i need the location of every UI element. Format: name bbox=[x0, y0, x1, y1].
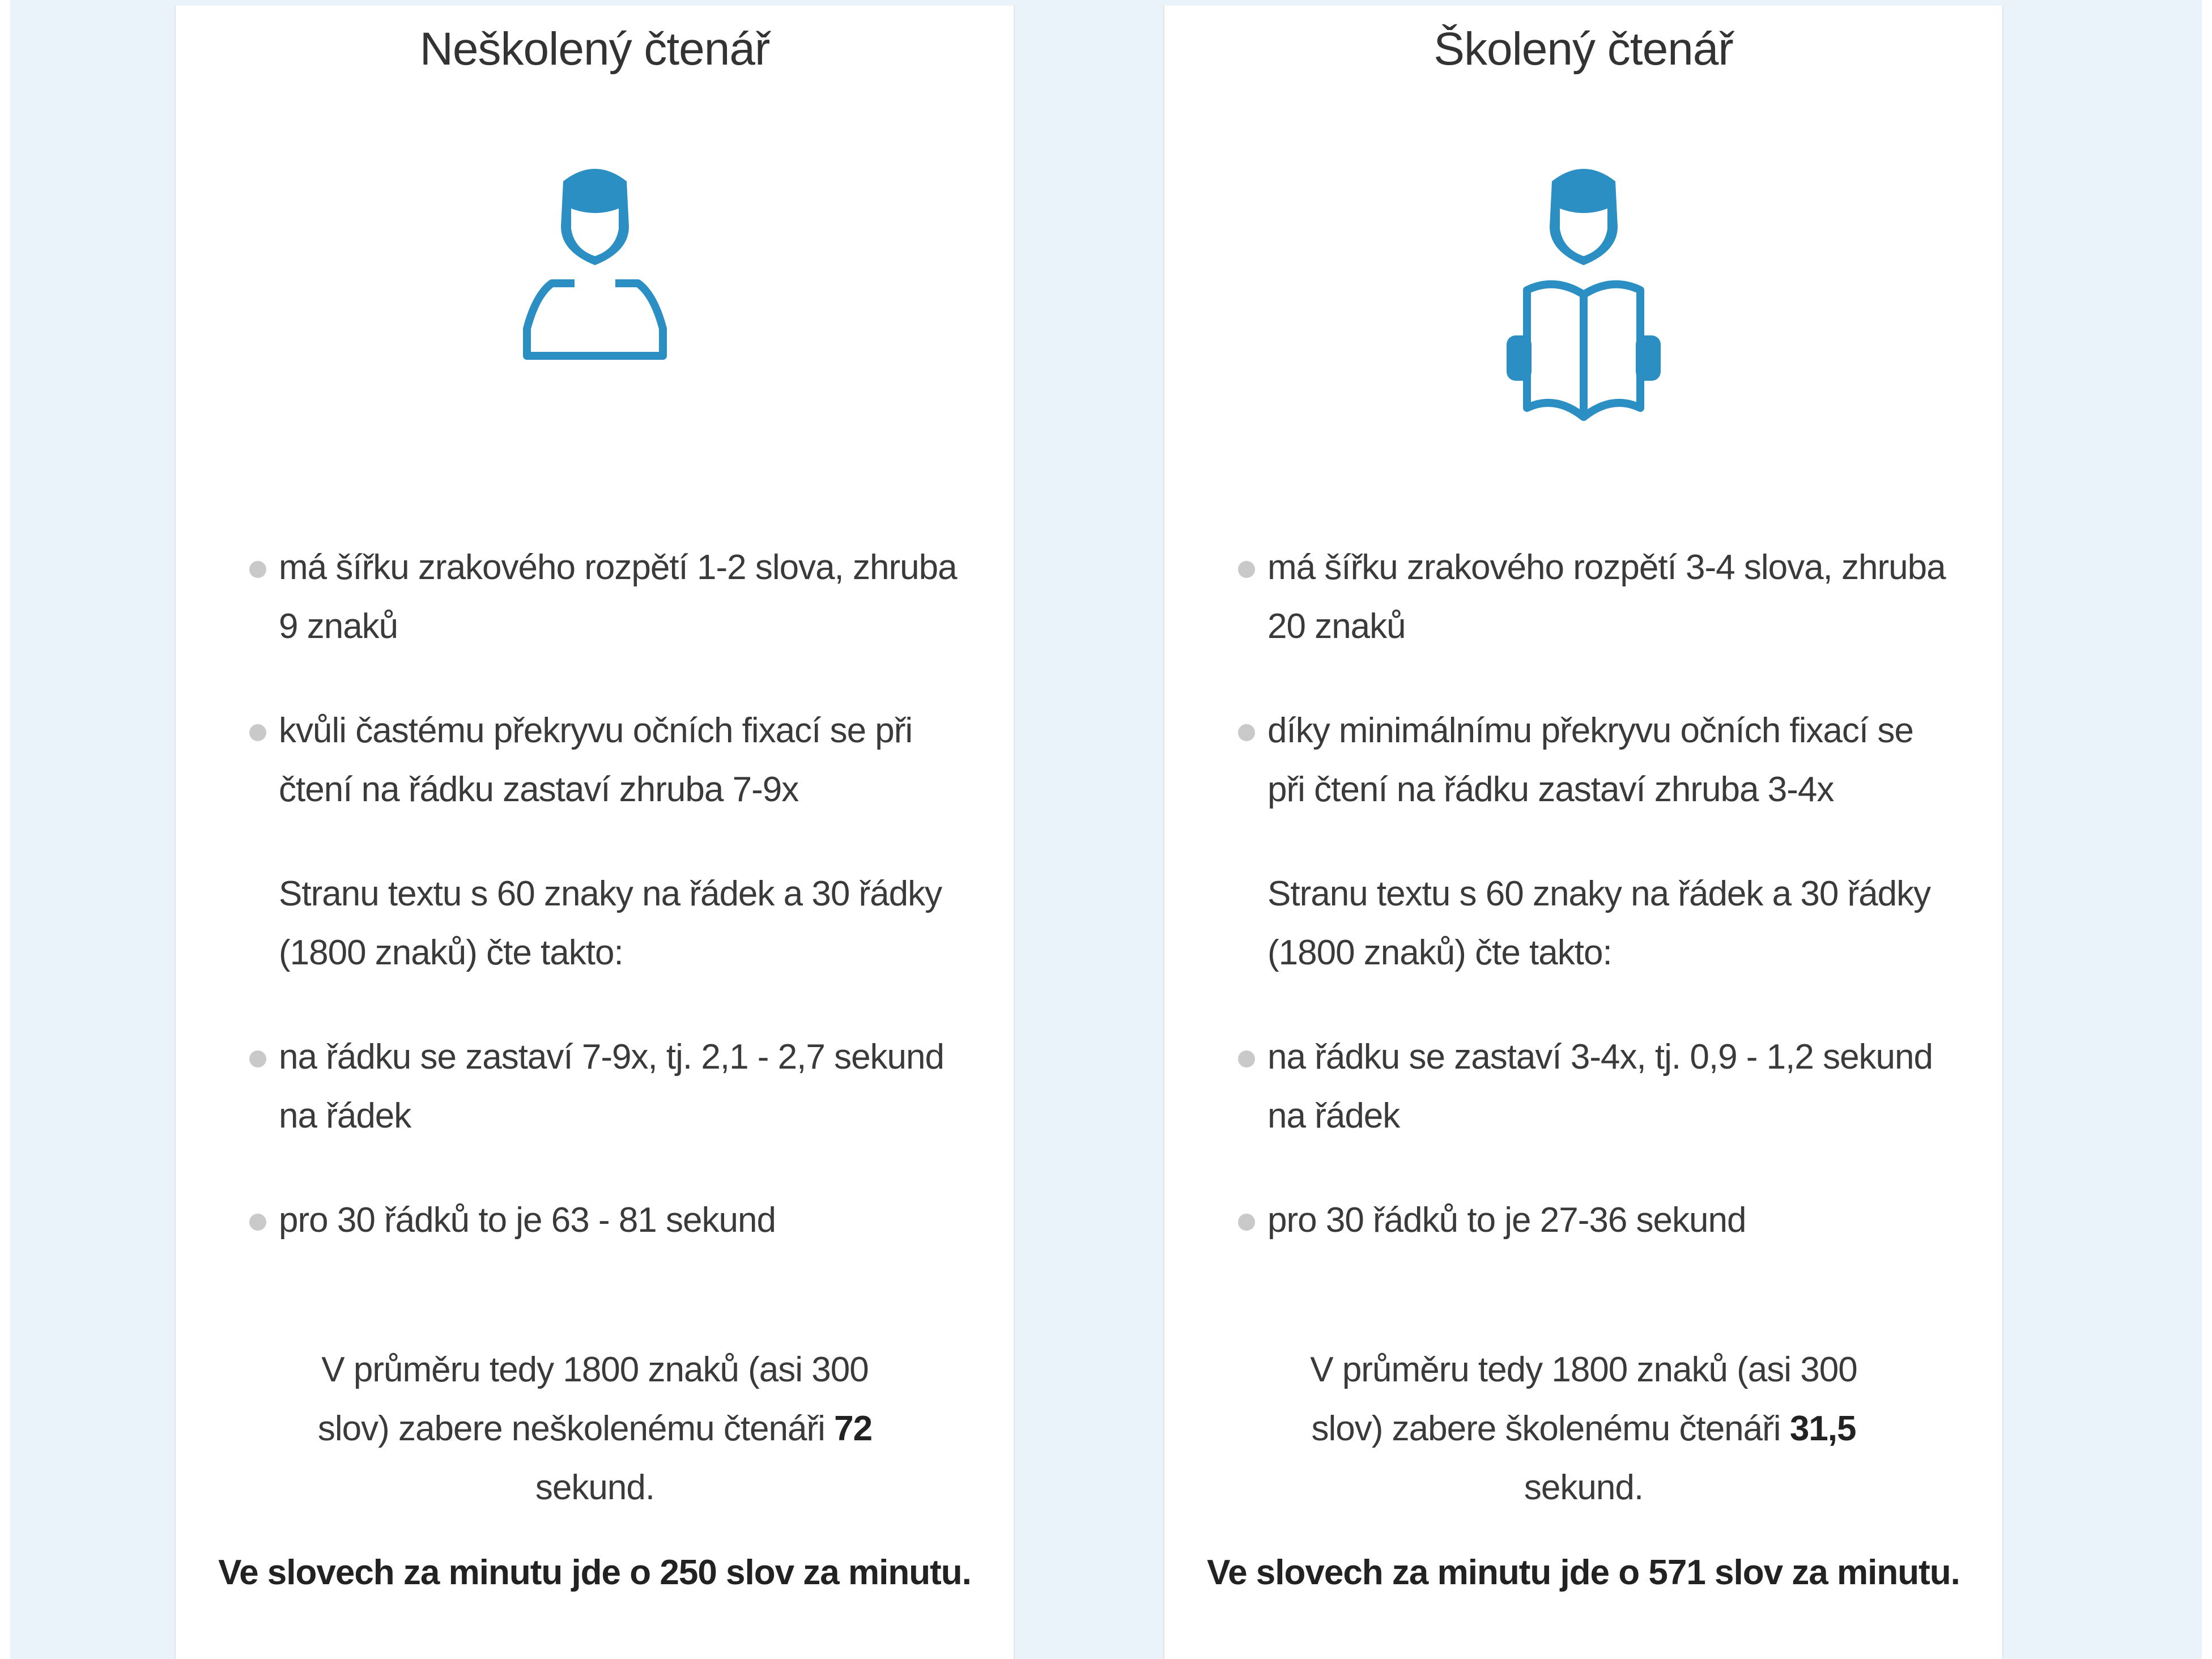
list-item: díky minimálnímu překryvu očních fixací se při čtení na řádku zastaví zhruba 3-4x bbox=[1267, 701, 1959, 819]
summary-text: V průměru tedy 1800 znaků (asi 300 slov) zabere neškolenému čtenáři 72 sekund. bbox=[317, 1350, 873, 1507]
reader-with-book-icon bbox=[1164, 159, 2002, 453]
summary-text: V průměru tedy 1800 znaků (asi 300 slov) zabere školenému čtenáři 31,5 sekund. bbox=[1310, 1350, 1857, 1507]
untrained-reader-column bbox=[175, 6, 1015, 1659]
list-item: má šířku zrakového rozpětí 3-4 slova, zhruba 20 znaků bbox=[1267, 538, 1959, 656]
bullet-icon bbox=[249, 561, 266, 578]
bullet-icon bbox=[1238, 561, 1255, 578]
summary-value: 31,5 bbox=[1789, 1409, 1856, 1448]
bullet-icon bbox=[1238, 1050, 1255, 1067]
list-item: pro 30 řádků to je 63 - 81 sekund bbox=[279, 1191, 970, 1250]
list-item: kvůli častému překryvu očních fixací se při čtení na řádku zastaví zhruba 7-9x bbox=[279, 701, 970, 819]
list-item: na řádku se zastaví 7-9x, tj. 2,1 - 2,7 sekund na řádek bbox=[279, 1028, 970, 1146]
page-edge-left bbox=[0, 0, 10, 1659]
bullet-icon bbox=[1238, 1214, 1255, 1231]
page-description-text: Stranu textu s 60 znaky na řádek a 30 řádky (1800 znaků) čte takto: bbox=[1267, 874, 1931, 972]
column-title: Školený čtenář bbox=[1433, 23, 1733, 75]
page-edge-right bbox=[2202, 0, 2212, 1659]
trained-reader-column bbox=[1163, 6, 2003, 1659]
bullet-icon bbox=[249, 1050, 266, 1067]
column-title: Neškolený čtenář bbox=[419, 23, 770, 75]
page-description-text: Stranu textu s 60 znaky na řádek a 30 řádky (1800 znaků) čte takto: bbox=[279, 874, 942, 972]
words-per-minute-text: Ve slovech za minutu jde o 571 slov za minutu. bbox=[1207, 1553, 1960, 1592]
summary-value: 72 bbox=[834, 1409, 873, 1448]
list-item: na řádku se zastaví 3-4x, tj. 0,9 - 1,2 sekund na řádek bbox=[1267, 1028, 1959, 1146]
bullet-icon bbox=[1238, 724, 1255, 741]
bullet-icon bbox=[249, 1214, 266, 1231]
bullet-icon bbox=[249, 724, 266, 741]
person-icon bbox=[176, 159, 1014, 385]
list-item: pro 30 řádků to je 27-36 sekund bbox=[1267, 1191, 1959, 1250]
words-per-minute-text: Ve slovech za minutu jde o 250 slov za minutu. bbox=[218, 1553, 971, 1592]
list-item: má šířku zrakového rozpětí 1-2 slova, zhruba 9 znaků bbox=[279, 538, 970, 656]
